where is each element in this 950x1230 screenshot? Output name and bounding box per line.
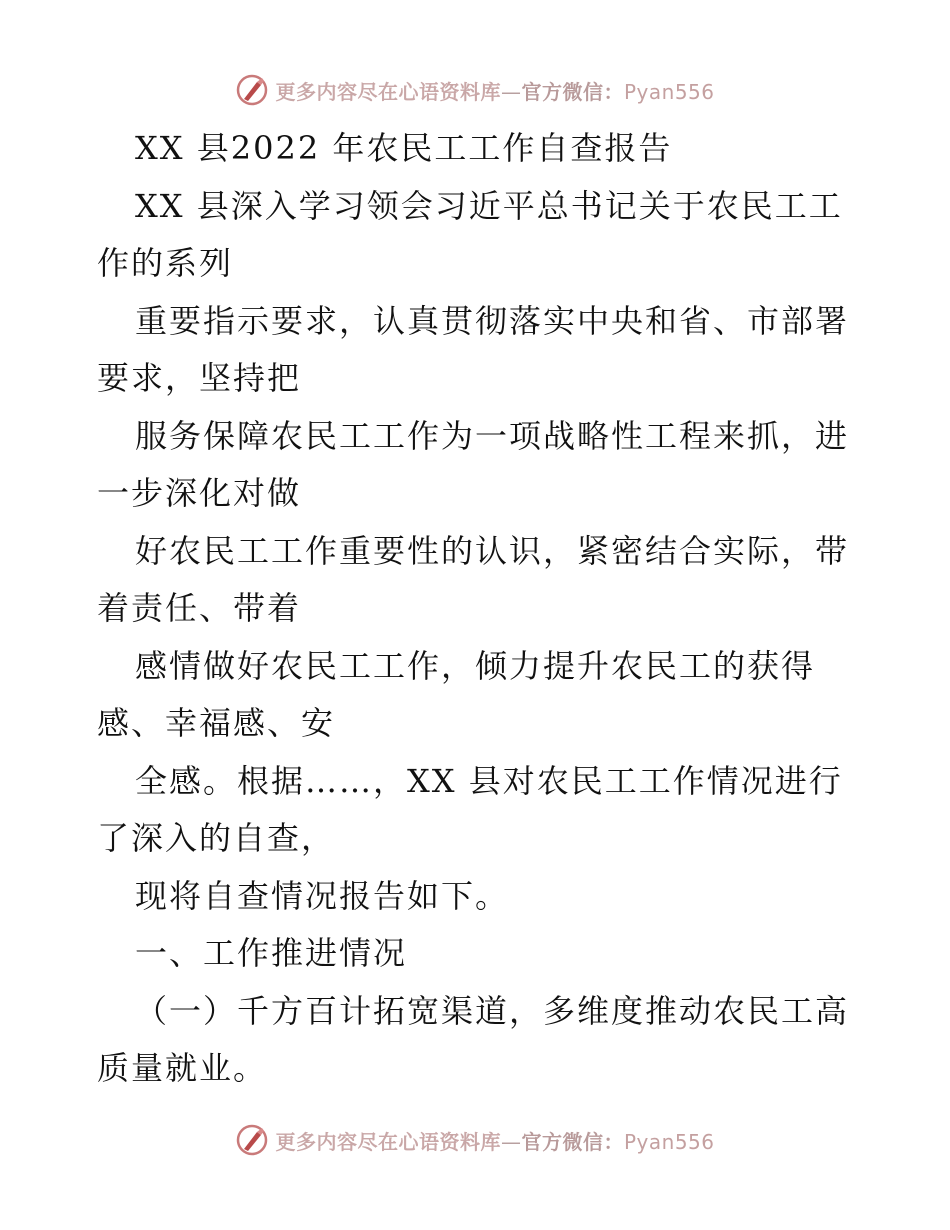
watermark-wechat-label: 官方微信：	[521, 79, 624, 104]
section-heading: 一、工作推进情况	[135, 934, 408, 972]
watermark-account: Pyan556	[623, 79, 715, 104]
paragraph-line: 质量就业。	[97, 1049, 268, 1087]
paragraph-line: 要求，坚持把	[97, 359, 302, 397]
paragraph-line: 服务保障农民工工作为一项战略性工程来抓，进	[135, 416, 850, 455]
header-watermark	[0, 70, 950, 110]
paragraph-line: 了深入的自查，	[97, 819, 336, 857]
watermark-site-text: 更多内容尽在心语资料库	[275, 79, 501, 104]
watermark-text	[275, 1126, 714, 1155]
watermark-separator: —	[500, 1129, 522, 1154]
paragraph-line: 一步深化对做	[97, 474, 302, 512]
document-title: XX 县2022 年农民工工作自查报告	[135, 129, 673, 167]
watermark-wechat-label: 官方微信：	[521, 1129, 624, 1154]
watermark-separator: —	[500, 79, 522, 104]
paragraph-line: 感、幸福感、安	[97, 704, 336, 742]
document-body	[97, 120, 857, 1098]
paragraph-line: 好农民工工作重要性的认识，紧密结合实际，带	[135, 531, 850, 570]
paragraph-line: 作的系列	[97, 244, 234, 282]
footer-watermark	[0, 1120, 950, 1160]
subsection-heading: （一）千方百计拓宽渠道，多维度推动农民工高	[135, 991, 850, 1030]
watermark-account: Pyan556	[623, 1129, 715, 1154]
paragraph-line: 全感。根据……，XX 县对农民工工作情况进行	[135, 761, 843, 800]
paragraph-line: 感情做好农民工工作，倾力提升农民工的获得	[135, 646, 816, 685]
quill-pen-circle-icon	[235, 73, 269, 107]
watermark-text	[275, 76, 714, 105]
watermark-site-text: 更多内容尽在心语资料库	[275, 1129, 501, 1154]
quill-pen-circle-icon	[235, 1123, 269, 1157]
paragraph-line: XX 县深入学习领会习近平总书记关于农民工工	[135, 186, 843, 225]
paragraph-line: 着责任、带着	[97, 589, 302, 627]
paragraph-line: 现将自查情况报告如下。	[135, 876, 510, 915]
paragraph-line: 重要指示要求，认真贯彻落实中央和省、市部署	[135, 301, 850, 340]
